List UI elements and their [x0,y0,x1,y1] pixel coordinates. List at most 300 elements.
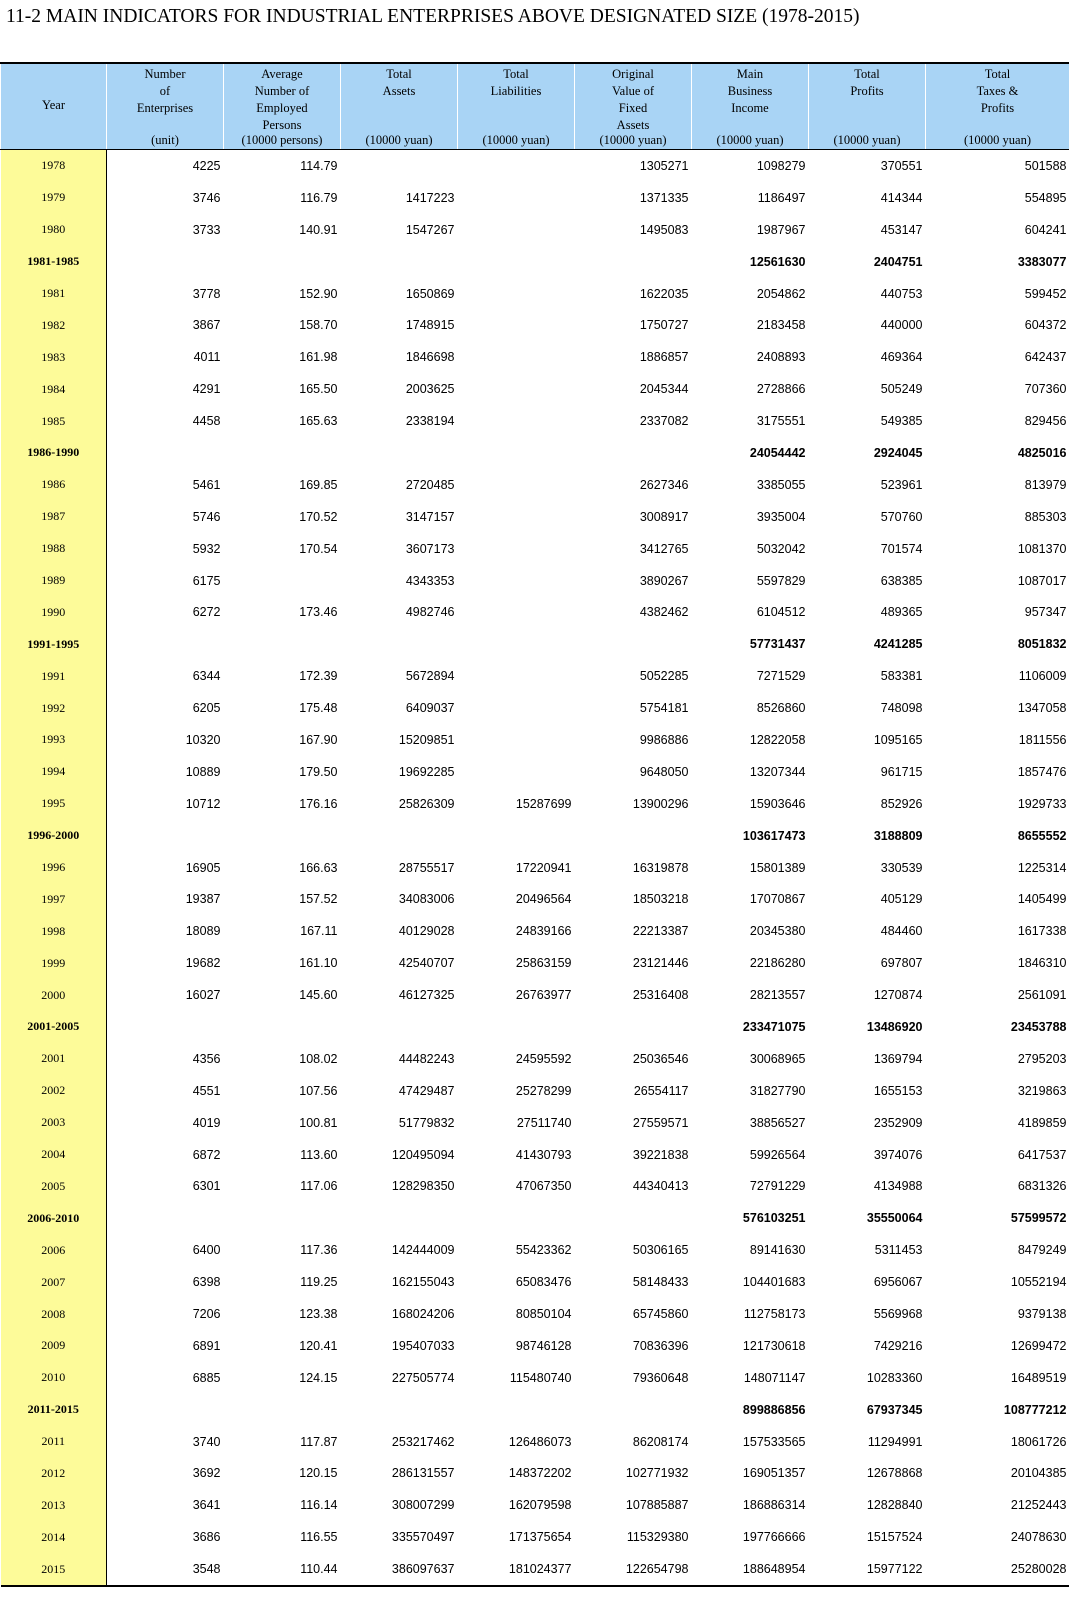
value-cell-total-liabilities [458,246,575,278]
year-cell: 1995 [1,788,107,820]
year-cell: 2006 [1,1234,107,1266]
year-cell: 2012 [1,1458,107,1490]
value-cell-total-liabilities: 25278299 [515,1083,572,1098]
value-cell-total-profits: 489365 [880,605,923,620]
table-row [1,214,1069,246]
value-cell-total-taxes-profits: 707360 [1024,382,1067,397]
value-cell-total-assets: 51779832 [398,1115,455,1130]
column-label: Total Profits [850,67,884,98]
value-cell-total-taxes-profits: 1857476 [1017,764,1067,779]
value-cell-employed-persons: 114.79 [300,158,338,173]
value-cell-total-profits: 697807 [880,956,923,971]
column-header-total-liabilities [458,63,575,150]
value-cell-main-business-income: 3385055 [756,477,806,492]
year-cell: 1993 [1,724,107,756]
value-cell-employed-persons [224,565,341,597]
value-cell-fixed-assets: 44340413 [632,1179,689,1194]
value-cell-main-business-income: 15801389 [749,860,806,875]
value-cell-total-assets [341,246,458,278]
value-cell-total-assets: 168024206 [391,1307,455,1321]
value-cell-main-business-income: 38856527 [749,1115,806,1130]
value-cell-total-liabilities: 80850104 [515,1307,572,1321]
year-cell: 2003 [1,1107,107,1139]
year-cell: 1989 [1,565,107,597]
year-cell: 2008 [1,1298,107,1330]
value-cell-main-business-income: 103617473 [742,828,806,843]
period-summary-row [1,1394,1069,1426]
value-cell-employed-persons [224,437,341,469]
column-label: Total Assets [382,67,416,98]
value-cell-total-profits: 1270874 [873,988,923,1003]
value-cell-total-assets: 162155043 [391,1275,455,1290]
year-cell: 1987 [1,501,107,533]
value-cell-employed-persons: 117.06 [300,1179,338,1194]
value-cell-main-business-income: 2054862 [756,286,806,301]
value-cell-employed-persons: 108.02 [299,1051,338,1066]
value-cell-employed-persons [224,820,341,852]
value-cell-main-business-income: 20345380 [749,924,806,939]
table-row [1,182,1069,214]
period-summary-row [1,1011,1069,1043]
value-cell-fixed-assets: 2337082 [639,414,689,429]
value-cell-total-assets: 253217462 [391,1434,455,1449]
value-cell-fixed-assets: 25316408 [632,988,689,1003]
table-row [1,1266,1069,1298]
value-cell-total-profits: 453147 [880,222,923,237]
value-cell-employed-persons: 161.98 [299,350,338,365]
year-cell: 1988 [1,533,107,565]
value-cell-total-assets: 25826309 [398,796,455,811]
value-cell-number-of-enterprises [107,820,224,852]
value-cell-fixed-assets: 22213387 [632,924,689,939]
value-cell-main-business-income: 186886314 [742,1498,806,1513]
column-header-total-assets [341,63,458,150]
value-cell-main-business-income: 121730618 [742,1338,806,1353]
value-cell-total-liabilities: 17220941 [515,860,572,875]
year-cell: 2001 [1,1043,107,1075]
value-cell-fixed-assets [575,820,692,852]
year-cell: 1981 [1,278,107,310]
value-cell-total-profits: 10283360 [866,1370,923,1385]
table-row [1,979,1069,1011]
value-cell-total-taxes-profits: 1081370 [1017,541,1067,556]
period-summary-row [1,437,1069,469]
value-cell-total-taxes-profits: 25280028 [926,1553,1069,1586]
value-cell-number-of-enterprises: 3746 [192,190,221,205]
year-cell: 1996 [1,852,107,884]
column-label: Original Value of Fixed Assets [612,67,654,132]
table-row [1,692,1069,724]
value-cell-total-assets: 15209851 [398,732,455,747]
value-cell-fixed-assets: 9648050 [639,764,689,779]
year-cell: 2005 [1,1171,107,1203]
period-summary-row [1,820,1069,852]
value-cell-total-profits: 852926 [880,796,923,811]
table-row [1,278,1069,310]
value-cell-total-profits: 4241285 [873,637,923,652]
value-cell-employed-persons: 161.10 [299,956,338,971]
table-row [1,1553,1069,1586]
value-cell-total-taxes-profits: 8051832 [1017,637,1067,652]
value-cell-total-taxes-profits: 1617338 [1017,924,1067,939]
table-row [1,309,1069,341]
value-cell-main-business-income: 3175551 [756,414,806,429]
table-row [1,1043,1069,1075]
value-cell-total-liabilities [458,820,575,852]
value-cell-employed-persons: 110.44 [224,1553,341,1586]
value-cell-fixed-assets: 5052285 [639,669,689,684]
value-cell-total-profits: 469364 [880,350,923,365]
column-label: Average Number of Employed Persons [254,67,310,132]
year-cell: 1980 [1,214,107,246]
value-cell-total-taxes-profits: 8479249 [1017,1243,1067,1258]
value-cell-total-profits: 1369794 [873,1051,923,1066]
value-cell-total-taxes-profits: 604372 [1024,318,1067,333]
value-cell-number-of-enterprises [107,1202,224,1234]
value-cell-number-of-enterprises: 3641 [192,1498,221,1513]
value-cell-total-profits: 4134988 [873,1179,923,1194]
value-cell-total-liabilities [458,309,575,341]
value-cell-total-liabilities [458,150,575,182]
value-cell-main-business-income: 1098279 [756,158,806,173]
value-cell-employed-persons: 107.56 [299,1083,338,1098]
column-header-year [1,63,107,150]
value-cell-employed-persons [224,1394,341,1426]
value-cell-main-business-income: 2728866 [756,382,806,397]
value-cell-total-liabilities: 47067350 [515,1179,572,1194]
table-row [1,405,1069,437]
indicators-table [0,62,1069,1587]
year-cell: 1997 [1,883,107,915]
value-cell-total-profits: 13486920 [866,1019,923,1034]
value-cell-total-assets: 40129028 [398,924,455,939]
value-cell-main-business-income: 22186280 [749,956,806,971]
value-cell-fixed-assets: 65745860 [632,1307,689,1321]
value-cell-total-liabilities: 41430793 [515,1147,572,1162]
value-cell-total-profits: 405129 [880,892,923,907]
value-cell-main-business-income: 57731437 [749,637,806,652]
year-cell: 2014 [1,1521,107,1553]
value-cell-total-assets: 286131557 [391,1466,455,1481]
value-cell-number-of-enterprises [107,437,224,469]
value-cell-fixed-assets: 102771932 [625,1466,689,1481]
value-cell-fixed-assets: 1750727 [639,318,689,333]
value-cell-main-business-income: 2183458 [756,318,806,333]
value-cell-fixed-assets: 13900296 [632,796,689,811]
value-cell-main-business-income: 8526860 [756,701,806,716]
value-cell-total-liabilities [458,437,575,469]
value-cell-total-taxes-profits: 1106009 [1018,669,1067,684]
year-cell: 1978 [1,150,107,182]
value-cell-total-taxes-profits: 2795203 [1017,1051,1067,1066]
year-cell: 1981-1985 [1,246,107,278]
value-cell-main-business-income: 30068965 [749,1051,806,1066]
value-cell-total-profits: 15977122 [809,1553,926,1586]
column-label: Main Business Income [727,67,773,115]
value-cell-main-business-income: 17070867 [749,892,806,907]
value-cell-main-business-income: 12561630 [749,254,806,269]
value-cell-total-profits: 2924045 [873,445,923,460]
value-cell-employed-persons: 120.15 [299,1466,338,1481]
value-cell-total-taxes-profits: 813979 [1024,477,1067,492]
year-cell: 2009 [1,1330,107,1362]
value-cell-number-of-enterprises [107,628,224,660]
value-cell-fixed-assets [575,246,692,278]
value-cell-main-business-income: 197766666 [742,1530,806,1545]
table-row [1,150,1069,182]
value-cell-fixed-assets: 27559571 [632,1115,689,1130]
value-cell-total-taxes-profits: 1405499 [1017,892,1067,907]
value-cell-total-profits: 570760 [880,509,923,524]
value-cell-fixed-assets: 86208174 [632,1434,689,1449]
value-cell-employed-persons: 117.36 [300,1243,338,1258]
year-cell: 1991-1995 [1,628,107,660]
table-row [1,1075,1069,1107]
value-cell-main-business-income: 1186497 [757,190,806,205]
value-cell-number-of-enterprises: 18089 [185,924,221,939]
year-cell: 1999 [1,947,107,979]
value-cell-number-of-enterprises: 3548 [107,1553,224,1586]
value-cell-total-profits: 3188809 [873,828,923,843]
value-cell-number-of-enterprises: 4551 [192,1083,221,1098]
value-cell-main-business-income: 233471075 [742,1019,806,1034]
value-cell-total-liabilities [458,469,575,501]
value-cell-fixed-assets: 1371335 [639,190,689,205]
value-cell-number-of-enterprises: 19682 [185,956,221,971]
value-cell-number-of-enterprises: 16027 [185,988,221,1003]
year-cell: 1991 [1,660,107,692]
value-cell-total-taxes-profits: 9379138 [1017,1307,1067,1321]
value-cell-number-of-enterprises: 3740 [192,1434,221,1449]
value-cell-main-business-income: 7271529 [756,669,806,684]
value-cell-number-of-enterprises: 3692 [192,1466,221,1481]
value-cell-total-profits: 5311453 [874,1243,923,1258]
value-cell-total-assets: 308007299 [391,1498,455,1513]
value-cell-fixed-assets: 2045344 [639,382,689,397]
value-cell-employed-persons: 116.79 [300,190,338,205]
value-cell-employed-persons: 179.50 [299,764,338,779]
value-cell-employed-persons [224,628,341,660]
year-cell: 2004 [1,1139,107,1171]
value-cell-main-business-income: 15903646 [749,796,806,811]
value-cell-total-taxes-profits: 885303 [1024,509,1067,524]
value-cell-main-business-income: 5032042 [756,541,806,556]
value-cell-total-assets: 47429487 [398,1083,455,1098]
value-cell-total-liabilities [458,692,575,724]
value-cell-total-assets [341,1202,458,1234]
value-cell-employed-persons: 100.81 [299,1115,338,1130]
column-header-fixed-assets [575,63,692,150]
value-cell-fixed-assets: 3412765 [639,541,689,556]
year-cell: 1994 [1,756,107,788]
value-cell-total-assets [341,437,458,469]
value-cell-employed-persons: 169.85 [299,477,338,492]
value-cell-total-profits: 67937345 [866,1402,923,1417]
value-cell-number-of-enterprises: 4011 [193,350,221,365]
value-cell-total-assets [341,1011,458,1043]
column-header-number-of-enterprises [107,63,224,150]
value-cell-employed-persons: 170.52 [299,509,338,524]
value-cell-main-business-income: 6104512 [756,605,806,620]
value-cell-total-profits: 961715 [880,764,923,779]
value-cell-total-taxes-profits: 108777212 [1003,1402,1067,1417]
value-cell-total-assets: 142444009 [391,1243,455,1258]
value-cell-employed-persons: 116.14 [300,1498,338,1513]
value-cell-employed-persons: 123.38 [299,1307,338,1321]
year-cell: 2006-2010 [1,1202,107,1234]
value-cell-total-assets: 44482243 [398,1051,455,1066]
value-cell-total-assets: 2338194 [405,414,455,429]
value-cell-fixed-assets: 9986886 [639,732,689,747]
table-row [1,1171,1069,1203]
value-cell-total-profits: 583381 [880,669,923,684]
column-unit: (10000 persons) [241,133,323,147]
value-cell-main-business-income: 28213557 [749,988,806,1003]
value-cell-fixed-assets: 1495083 [639,222,689,237]
table-row [1,596,1069,628]
value-cell-total-taxes-profits: 829456 [1024,414,1067,429]
value-cell-total-taxes-profits: 604241 [1024,222,1067,237]
value-cell-employed-persons: 167.11 [300,924,338,939]
value-cell-employed-persons: 166.63 [299,860,338,875]
value-cell-main-business-income: 112758173 [743,1307,806,1321]
value-cell-number-of-enterprises: 4356 [192,1051,221,1066]
value-cell-main-business-income: 5597829 [756,573,806,588]
value-cell-fixed-assets [575,1394,692,1426]
table-row [1,1107,1069,1139]
value-cell-employed-persons: 124.15 [299,1370,338,1385]
value-cell-total-liabilities [458,660,575,692]
value-cell-total-taxes-profits: 12699472 [1010,1338,1067,1353]
column-header-employed-persons [224,63,341,150]
value-cell-total-liabilities [458,1011,575,1043]
value-cell-fixed-assets: 2627346 [639,477,689,492]
value-cell-number-of-enterprises: 19387 [185,892,221,907]
value-cell-number-of-enterprises: 6175 [192,573,221,588]
value-cell-total-taxes-profits: 599452 [1024,286,1067,301]
value-cell-total-liabilities [458,182,575,214]
period-summary-row [1,628,1069,660]
value-cell-main-business-income: 2408893 [756,350,806,365]
value-cell-total-profits: 748098 [880,701,923,716]
value-cell-number-of-enterprises: 6205 [192,701,221,716]
value-cell-total-taxes-profits: 20104385 [1010,1466,1067,1481]
value-cell-employed-persons: 140.91 [299,222,338,237]
value-cell-total-assets: 34083006 [398,892,455,907]
table-row [1,852,1069,884]
value-cell-total-profits: 330539 [880,860,923,875]
value-cell-total-assets [341,820,458,852]
value-cell-number-of-enterprises: 6885 [192,1370,221,1385]
table-row [1,1234,1069,1266]
value-cell-fixed-assets: 4382462 [639,605,689,620]
value-cell-fixed-assets: 50306165 [632,1243,689,1258]
value-cell-number-of-enterprises [107,1394,224,1426]
value-cell-total-assets: 2720485 [405,477,455,492]
value-cell-number-of-enterprises: 4291 [192,382,221,397]
value-cell-total-liabilities [458,214,575,246]
value-cell-total-taxes-profits: 18061726 [1010,1434,1067,1449]
value-cell-employed-persons: 165.63 [299,414,338,429]
value-cell-main-business-income: 72791229 [749,1179,806,1194]
table-row [1,1298,1069,1330]
value-cell-total-assets: 335570497 [391,1530,455,1545]
value-cell-total-profits: 11294991 [867,1434,923,1449]
table-row [1,947,1069,979]
value-cell-number-of-enterprises: 4458 [192,414,221,429]
value-cell-fixed-assets [575,437,692,469]
period-summary-row [1,1202,1069,1234]
value-cell-fixed-assets: 16319878 [632,860,689,875]
value-cell-total-profits: 701574 [880,541,923,556]
value-cell-number-of-enterprises: 6301 [192,1179,221,1194]
column-unit: (10000 yuan) [482,133,550,147]
value-cell-number-of-enterprises [107,1011,224,1043]
value-cell-total-assets: 1748915 [405,318,455,333]
column-unit: (10000 yuan) [599,133,667,147]
value-cell-total-liabilities [458,533,575,565]
value-cell-number-of-enterprises: 6891 [192,1338,221,1353]
value-cell-total-assets: 4982746 [405,605,455,620]
year-cell: 1990 [1,596,107,628]
value-cell-total-profits: 440753 [880,286,923,301]
value-cell-fixed-assets: 70836396 [632,1338,689,1353]
value-cell-total-liabilities [458,405,575,437]
value-cell-fixed-assets: 122654798 [575,1553,692,1586]
column-label: Total Taxes & Profits [976,67,1019,115]
value-cell-total-liabilities: 148372202 [508,1466,572,1481]
value-cell-fixed-assets: 1305271 [639,158,689,173]
value-cell-total-liabilities: 24839166 [515,924,572,939]
table-row [1,1521,1069,1553]
value-cell-total-profits: 35550064 [866,1211,923,1226]
value-cell-number-of-enterprises [107,246,224,278]
value-cell-main-business-income: 59926564 [749,1147,806,1162]
value-cell-fixed-assets: 3890267 [639,573,689,588]
table-row [1,1426,1069,1458]
column-unit: (10000 yuan) [365,133,433,147]
value-cell-total-liabilities [458,341,575,373]
value-cell-total-liabilities [458,278,575,310]
table-row [1,565,1069,597]
value-cell-fixed-assets: 115329380 [626,1530,689,1545]
value-cell-fixed-assets [575,628,692,660]
value-cell-employed-persons: 117.87 [300,1434,338,1449]
value-cell-total-taxes-profits: 8655552 [1017,828,1067,843]
column-header-main-business-income [692,63,809,150]
table-row [1,1489,1069,1521]
value-cell-employed-persons [224,1011,341,1043]
value-cell-employed-persons: 113.60 [300,1147,338,1162]
value-cell-number-of-enterprises: 6272 [192,605,221,620]
value-cell-main-business-income: 104401683 [742,1275,806,1290]
value-cell-total-liabilities [458,756,575,788]
value-cell-fixed-assets: 58148433 [632,1275,689,1290]
value-cell-employed-persons: 119.25 [300,1275,338,1290]
value-cell-main-business-income: 148071147 [743,1370,806,1385]
value-cell-number-of-enterprises: 6872 [192,1147,221,1162]
value-cell-total-profits: 15157524 [866,1530,923,1545]
value-cell-fixed-assets [575,1202,692,1234]
value-cell-number-of-enterprises: 4019 [192,1115,221,1130]
column-unit: (10000 yuan) [833,133,901,147]
value-cell-total-taxes-profits: 3219863 [1017,1083,1067,1098]
value-cell-fixed-assets: 107885887 [625,1498,689,1513]
value-cell-main-business-income: 1987967 [756,222,806,237]
value-cell-total-taxes-profits: 1347058 [1017,701,1067,716]
value-cell-employed-persons: 176.16 [299,796,338,811]
value-cell-total-liabilities: 26763977 [515,988,572,1003]
